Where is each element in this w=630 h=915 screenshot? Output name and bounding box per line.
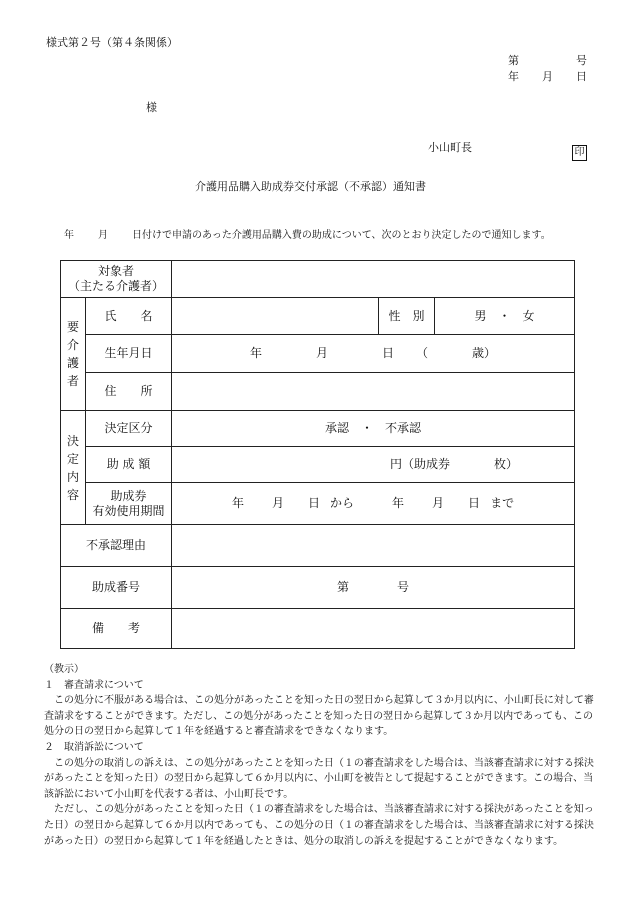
birth-open: （ [416, 346, 429, 360]
section1-body: この処分に不服がある場合は、この処分があったことを知った日の翌日から起算して３か月以内に、小山町長に対して審査請求をすることができます。ただし、この処分があったことを知った日の翌日から起算して３か月以内であっても、この処分の日の翌日から起算して１年を経過すると審査請求をできなくなります。 [44, 695, 594, 738]
row-reject-reason [61, 525, 575, 567]
period-year-2: 年 [392, 496, 405, 510]
birth-value-cell[interactable] [172, 335, 575, 373]
seal-mark [572, 140, 587, 161]
target-label-2: （主たる介護者） [68, 279, 165, 293]
period-day: 日 [307, 496, 320, 510]
date-day: 日 [576, 70, 587, 83]
period-until: まで [490, 496, 515, 510]
name-label: 氏 名 [86, 298, 172, 335]
care-char-1: 要 [66, 320, 79, 334]
row-name [61, 298, 575, 335]
decision-label: 決定区分 [86, 411, 172, 447]
care-char-4: 者 [66, 374, 79, 388]
name-value-cell[interactable] [172, 298, 379, 335]
number-dai: 第 [337, 580, 350, 594]
birth-label: 生年月日 [86, 335, 172, 373]
row-target [61, 261, 575, 298]
date-year: 年 [508, 70, 519, 83]
remarks-value-cell[interactable] [172, 609, 575, 649]
care-group-label [61, 298, 86, 411]
birth-day: 日 [382, 346, 395, 360]
reject-reason-value-cell[interactable] [172, 525, 575, 567]
target-label-1: 対象者 [98, 264, 135, 278]
seal-char: 印 [572, 145, 587, 161]
row-remarks [61, 609, 575, 649]
row-decision [61, 411, 575, 447]
period-month: 月 [271, 496, 284, 510]
period-label-2: 有効使用期間 [92, 503, 165, 518]
date-month: 月 [542, 70, 553, 83]
row-birth [61, 335, 575, 373]
period-month-2: 月 [432, 496, 445, 510]
row-amount [61, 447, 575, 483]
intro-year: 年 [64, 230, 74, 241]
section2-body-1: この処分の取消しの訴えは、この処分があったことを知った日（１の審査請求をした場合は、当該審査請求に対する採決があったことを知った日）の翌日から起算して６か月以内に、小山町を被告として提起することができます。この場合、当該訴訟において小山町を代表する者は、小山町長です。 [44, 757, 594, 800]
amount-yen: 円（助成券 [390, 457, 451, 471]
number-value-cell[interactable] [172, 567, 575, 609]
gender-options[interactable]: 男 ・ 女 [435, 298, 575, 335]
row-period [61, 483, 575, 525]
care-char-2: 介 [66, 338, 79, 352]
doc-number-dai: 第 [508, 54, 519, 67]
main-table [60, 260, 575, 649]
amount-label: 助 成 額 [86, 447, 172, 483]
birth-age: 歳） [472, 346, 497, 360]
target-label-cell [61, 261, 172, 298]
birth-year: 年 [249, 346, 262, 360]
decision-options[interactable]: 承認 ・ 不承認 [172, 411, 575, 447]
issuer-title: 小山町長 [428, 141, 472, 154]
row-address [61, 373, 575, 411]
address-label: 住 所 [86, 373, 172, 411]
form-number: 様式第２号（第４条関係） [46, 36, 178, 49]
number-go: 号 [397, 580, 410, 594]
target-value-cell[interactable] [172, 261, 575, 298]
intro-text: 日付けで申請のあった介護用品購入費の助成について、次のとおり決定したので通知します。 [132, 230, 551, 241]
addressee-suffix: 様 [146, 101, 157, 114]
decision-char-4: 容 [66, 487, 79, 502]
number-label: 助成番号 [61, 567, 172, 609]
address-value-cell[interactable] [172, 373, 575, 411]
notes-section [44, 662, 596, 849]
doc-number-go: 号 [576, 54, 587, 67]
notes-heading: （教示） [44, 664, 84, 675]
document-title: 介護用品購入助成券交付承認（不承認）通知書 [195, 180, 426, 193]
section2-body-2: ただし、この処分があったことを知った日（１の審査請求をした場合は、当該審査請求に対する採決があったことを知った日）の翌日から起算して６か月以内であっても、この処分の日（１の審査請求をした場合は、当該審査請求に対する採決があった日）の翌日から起算して１年を経過したときは、処分の取消しの訴えを提起することができなくなります。 [44, 804, 594, 847]
decision-group-label [61, 411, 86, 525]
section1-title: １ 審査請求について [44, 679, 144, 691]
intro-month: 月 [98, 230, 108, 241]
period-day-2: 日 [468, 496, 481, 510]
decision-char-2: 定 [66, 451, 79, 466]
birth-month: 月 [315, 346, 328, 360]
care-char-3: 護 [66, 356, 79, 370]
decision-char-1: 決 [66, 433, 79, 448]
period-from: から [330, 496, 355, 510]
period-value-cell[interactable] [172, 483, 575, 525]
gender-label: 性 別 [379, 298, 435, 335]
remarks-label: 備 考 [61, 609, 172, 649]
period-label-cell [86, 483, 172, 525]
amount-sheets: 枚） [494, 457, 519, 471]
period-label-1: 助成券 [110, 488, 147, 503]
decision-char-3: 内 [66, 469, 79, 484]
intro-line [64, 229, 551, 243]
section2-title: ２ 取消訴訟について [44, 741, 144, 753]
amount-value-cell[interactable] [172, 447, 575, 483]
reject-reason-label: 不承認理由 [61, 525, 172, 567]
period-year: 年 [231, 496, 244, 510]
row-number [61, 567, 575, 609]
